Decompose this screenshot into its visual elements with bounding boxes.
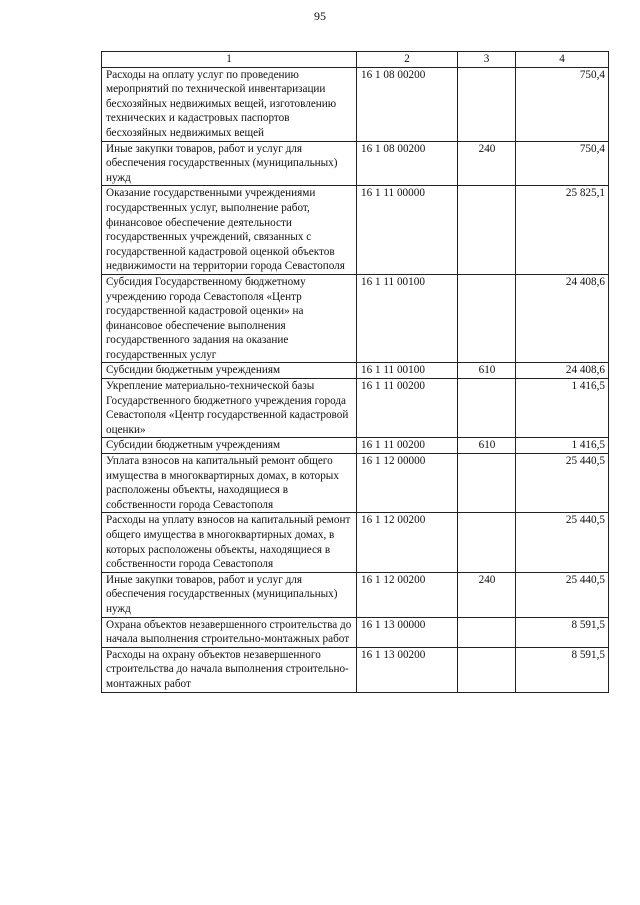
row-description: Субсидии бюджетным учреждениям xyxy=(102,438,357,454)
row-type: 240 xyxy=(458,141,516,186)
row-code: 16 1 12 00000 xyxy=(357,454,458,513)
row-type: 610 xyxy=(458,363,516,379)
row-description: Расходы на уплату взносов на капитальный ремонт общего имущества в многоквартирных домах, в которых расположены объекты, находящиеся в собственности города Севастополя xyxy=(102,513,357,572)
row-type: 240 xyxy=(458,572,516,617)
table-row xyxy=(102,617,609,647)
row-amount: 1 416,5 xyxy=(516,379,609,438)
row-type xyxy=(458,454,516,513)
row-amount: 8 591,5 xyxy=(516,647,609,692)
table-row xyxy=(102,67,609,141)
table-row xyxy=(102,379,609,438)
row-description: Расходы на охрану объектов незавершенного строительства до начала выполнения строительно-монтажных работ xyxy=(102,647,357,692)
row-code: 16 1 11 00000 xyxy=(357,186,458,275)
row-type xyxy=(458,274,516,363)
row-code: 16 1 13 00200 xyxy=(357,647,458,692)
row-code: 16 1 08 00200 xyxy=(357,67,458,141)
table-row xyxy=(102,572,609,617)
row-description: Укрепление материально-технической базы Государственного бюджетного учреждения города Севастополя «Центр государственной кадастровой оценки» xyxy=(102,379,357,438)
row-code: 16 1 11 00200 xyxy=(357,438,458,454)
row-type xyxy=(458,67,516,141)
row-type xyxy=(458,647,516,692)
row-amount: 25 440,5 xyxy=(516,454,609,513)
row-description: Охрана объектов незавершенного строительства до начала выполнения строительно-монтажных работ xyxy=(102,617,357,647)
row-description: Иные закупки товаров, работ и услуг для обеспечения государственных (муниципальных) нужд xyxy=(102,572,357,617)
row-amount: 25 440,5 xyxy=(516,513,609,572)
row-type xyxy=(458,379,516,438)
table-row xyxy=(102,141,609,186)
table-row xyxy=(102,438,609,454)
row-code: 16 1 12 00200 xyxy=(357,513,458,572)
column-header-amount: 4 xyxy=(516,52,609,68)
row-code: 16 1 11 00100 xyxy=(357,274,458,363)
row-description: Иные закупки товаров, работ и услуг для обеспечения государственных (муниципальных) нужд xyxy=(102,141,357,186)
row-amount: 24 408,6 xyxy=(516,363,609,379)
row-code: 16 1 12 00200 xyxy=(357,572,458,617)
row-amount: 1 416,5 xyxy=(516,438,609,454)
row-description: Оказание государственными учреждениями государственных услуг, выполнение работ, финансовое обеспечение деятельности государственных учреждений, связанных с государственной кадастровой оценкой объектов недвижимости на территории города Севастополя xyxy=(102,186,357,275)
table-row xyxy=(102,454,609,513)
table-row xyxy=(102,363,609,379)
row-type xyxy=(458,617,516,647)
column-header-code: 2 xyxy=(357,52,458,68)
page-number: 95 xyxy=(314,9,326,23)
row-amount: 8 591,5 xyxy=(516,617,609,647)
row-code: 16 1 11 00100 xyxy=(357,363,458,379)
row-code: 16 1 08 00200 xyxy=(357,141,458,186)
table-row xyxy=(102,274,609,363)
row-code: 16 1 13 00000 xyxy=(357,617,458,647)
row-type: 610 xyxy=(458,438,516,454)
row-type xyxy=(458,186,516,275)
row-description: Субсидии бюджетным учреждениям xyxy=(102,363,357,379)
row-description: Уплата взносов на капитальный ремонт общего имущества в многоквартирных домах, в которых расположены объекты, находящиеся в собственности города Севастополя xyxy=(102,454,357,513)
row-description: Расходы на оплату услуг по проведению мероприятий по технической инвентаризации бесхозяйных недвижимых вещей, изготовлению технических и кадастровых паспортов бесхозяйных недвижимых вещей xyxy=(102,67,357,141)
table-row xyxy=(102,186,609,275)
row-amount: 24 408,6 xyxy=(516,274,609,363)
row-code: 16 1 11 00200 xyxy=(357,379,458,438)
row-amount: 25 825,1 xyxy=(516,186,609,275)
row-amount: 25 440,5 xyxy=(516,572,609,617)
table-row xyxy=(102,513,609,572)
row-type xyxy=(458,513,516,572)
column-header-description: 1 xyxy=(102,52,357,68)
row-description: Субсидия Государственному бюджетному учреждению города Севастополя «Центр государственной кадастровой оценки» на финансовое обеспечение выполнения государственного задания на оказание государственных услуг xyxy=(102,274,357,363)
row-amount: 750,4 xyxy=(516,67,609,141)
budget-table xyxy=(101,51,609,693)
table-header-row xyxy=(102,52,609,68)
table-row xyxy=(102,647,609,692)
column-header-type: 3 xyxy=(458,52,516,68)
row-amount: 750,4 xyxy=(516,141,609,186)
